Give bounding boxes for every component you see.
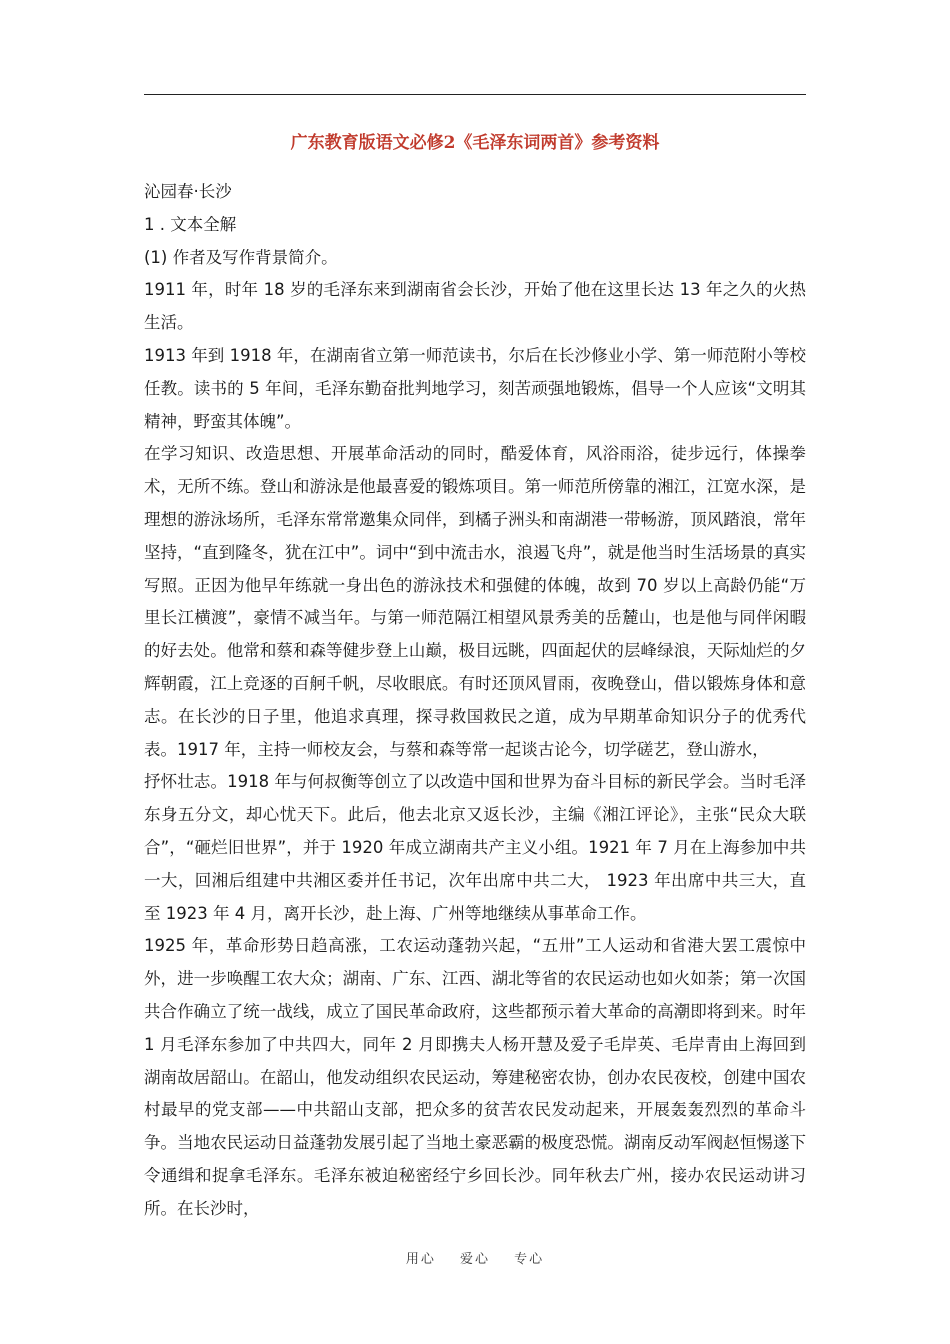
paragraph: 1911 年，时年 18 岁的毛泽东来到湖南省会长沙，开始了他在这里长达 13 年之久的火热生活。	[144, 280, 806, 333]
paragraph: 抒怀壮志。1918 年与何叔衡等创立了以改造中国和世界为奋斗目标的新民学会。当时毛泽东身五分文，却心忧天下。此后，他去北京又返长沙，主编《湘江评论》，主张“民众大联合”，“砸烂旧世界”，并于 1920 年成立湖南共产主义小组。1921 年 7 月在上海参加中共一大，回湘后组建中共湘区委并任书记，次年出席中共二大， 1923 年出席中共三大，直至 1923 年 4 月，离开长沙，赴上海、广州等地继续从事革命工作。	[144, 772, 806, 923]
poem-subtitle: 沁园春·长沙	[144, 182, 232, 201]
document-title: 广东教育版语文必修2《毛泽东词两首》参考资料	[290, 133, 660, 153]
header-rule	[144, 94, 806, 95]
paragraph: 1913 年到 1918 年，在湖南省立第一师范读书，尔后在长沙修业小学、第一师范附小等校任教。读书的 5 年间，毛泽东勤奋批判地学习，刻苦顽强地锻炼，倡导一个人应该“文明其精神，野蛮其体魄”。	[144, 345, 806, 431]
paragraph: 在学习知识、改造思想、开展革命活动的同时，酷爱体育，风浴雨浴，徒步远行，体操拳术，无所不练。登山和游泳是他最喜爱的锻炼项目。第一师范所傍靠的湘江，江宽水深，是理想的游泳场所，毛泽东常常邀集众同伴，到橘子洲头和南湖港一带畅游，顶风踏浪，常年坚持，“直到隆冬，犹在江中”。词中“到中流击水，浪遏飞舟”，就是他当时生活场景的真实写照。正因为他早年练就一身出色的游泳技术和强健的体魄，故到 70 岁以上高龄仍能“万里长江横渡”，豪情不减当年。与第一师范隔江相望风景秀美的岳麓山，也是他与同伴闲暇的好去处。他常和蔡和森等健步登上山巅，极目远眺，四面起伏的层峰绿浪，天际灿烂的夕辉朝霞，江上竞逐的百舸千帆，尽收眼底。有时还顶风冒雨，夜晚登山，借以锻炼身体和意志。在长沙的日子里，他追求真理，探寻救国救民之道，成为早期革命知识分子的优秀代表。1917 年，主持一师校友会，与蔡和森等常一起谈古论今，切学磋艺，登山游水，	[144, 444, 806, 759]
document-body	[144, 176, 806, 1226]
paragraph: 1925 年，革命形势日趋高涨，工农运动蓬勃兴起，“五卅”工人运动和省港大罢工震惊中外，进一步唤醒工农大众；湖南、广东、江西、湖北等省的农民运动也如火如荼；第一次国共合作确立了统一战线，成立了国民革命政府，这些都预示着大革命的高潮即将到来。时年 1 月毛泽东参加了中共四大，同年 2 月即携夫人杨开慧及爱子毛岸英、毛岸青由上海回到湖南故居韶山。在韶山，他发动组织农民运动，筹建秘密农协，创办农民夜校，创建中国农村最早的党支部——中共韶山支部，把众多的贫苦农民发动起来，开展轰轰烈烈的革命斗争。当地农民运动日益蓬勃发展引起了当地土豪恶霸的极度恐慌。湖南反动军阀赵恒惕遂下令通缉和捉拿毛泽东。毛泽东被迫秘密经宁乡回长沙。同年秋去广州，接办农民运动讲习所。在长沙时，	[144, 936, 806, 1218]
page-footer: 用心 爱心 专心	[405, 1252, 545, 1267]
subsection-heading: (1) 作者及写作背景简介。	[144, 247, 338, 267]
section-heading: 1 . 文本全解	[144, 214, 237, 234]
